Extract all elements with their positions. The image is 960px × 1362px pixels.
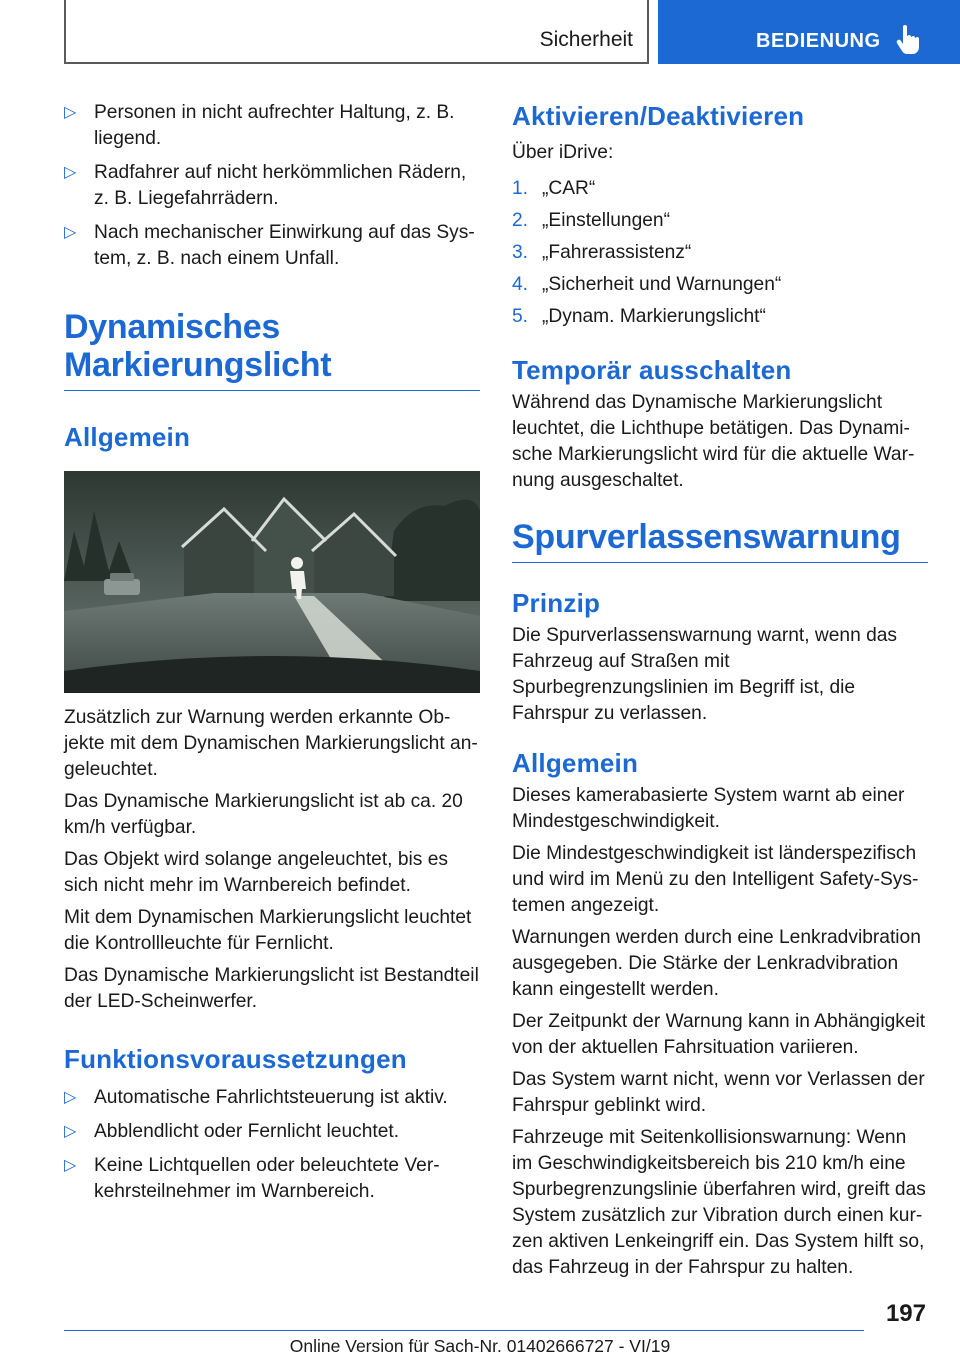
paragraph: Zusätzlich zur Warnung werden erkannte Objekte mit dem Dynamischen Markierungslicht angeleuchtet. (64, 707, 478, 780)
footer-online-version: Online Version für Sach-Nr. 01402666727 - VI/19 (289, 1336, 671, 1356)
subheading-allgemein-2: Allgemein (512, 748, 639, 778)
section-heading-spurverlassenswarnung: Spurverlassenswarnung (512, 518, 928, 563)
paragraph: Die Mindestgeschwindigkeit ist länderspezifisch und wird im Menü zu den Intelligent Safety-Systemen angezeigt. (512, 843, 919, 916)
step-item: 5. „Dynam. Markierungslicht“ (512, 306, 766, 327)
night-road-illustration (64, 471, 480, 693)
subheading-aktivieren: Aktivieren/Deaktivieren (512, 101, 805, 131)
triangle-bullet-icon: ▷ (64, 224, 77, 241)
list-item: ▷ Keine Lichtquellen oder beleuchtete Verkehrsteilnehmer im Warnbereich. (64, 1155, 440, 1202)
paragraph: Fahrzeuge mit Seitenkollisionswarnung: Wenn im Geschwindigkeitsbereich bis 210 km/h eine Spurbegrenzungslinie überfahren wird, greift das System zusätzlich zur Vibration durch einen kurzen aktiven Lenkeingriff ein. Das System hilft so, das Fahrzeug in der Fahrspur zu halten. (512, 1127, 926, 1278)
paragraph: Das Dynamische Markierungslicht ist Bestandteil der LED-Scheinwerfer. (64, 965, 479, 1012)
list-item: ▷ Radfahrer auf nicht herkömmlichen Rädern, z. B. Liegefahrrädern. (64, 162, 467, 209)
triangle-bullet-icon: ▷ (64, 1123, 77, 1140)
list-item: ▷ Nach mechanischer Einwirkung auf das System, z. B. nach einem Unfall. (64, 222, 475, 269)
paragraph: Der Zeitpunkt der Warnung kann in Abhängigkeit von der aktuellen Fahrsituation variieren. (512, 1011, 926, 1058)
subheading-funktionsvoraussetzungen: Funktionsvoraussetzungen (64, 1044, 407, 1074)
triangle-bullet-icon: ▷ (64, 164, 77, 181)
paragraph: Dieses kamerabasierte System warnt ab einer Mindestgeschwindigkeit. (512, 785, 905, 832)
section-title: Sicherheit (539, 28, 633, 51)
tab-label: BEDIENUNG (756, 30, 881, 52)
subheading-prinzip: Prinzip (512, 588, 601, 618)
step-item: 1. „CAR“ (512, 178, 596, 199)
page-number: 197 (885, 1300, 926, 1327)
section-heading-markierungslicht: Dynamisches Markierungslicht (64, 308, 480, 391)
right-column (512, 100, 928, 1287)
paragraph: Das Dynamische Markierungslicht ist ab ca. 20 km/h verfügbar. (64, 791, 463, 838)
left-column (64, 100, 480, 1213)
list-item: ▷ Abblendlicht oder Fernlicht leuchtet. (64, 1119, 480, 1145)
header-frame (64, 0, 649, 64)
paragraph: Mit dem Dynamischen Markierungslicht leuchtet die Kontrollleuchte für Fernlicht. (64, 907, 472, 954)
triangle-bullet-icon: ▷ (64, 104, 77, 121)
list-item: ▷ Automatische Fahrlichtsteuerung ist aktiv. (64, 1085, 480, 1111)
step-item: 3. „Fahrerassistenz“ (512, 242, 692, 263)
step-item: 4. „Sicherheit und Warnungen“ (512, 274, 782, 295)
subheading-allgemein: Allgemein (64, 422, 191, 452)
paragraph: Während das Dynamische Markierungslicht leuchtet, die Lichthupe betätigen. Das Dynamische Markierungslicht wird für die aktuelle Warnung ausgeschaltet. (512, 392, 915, 491)
triangle-bullet-icon: ▷ (64, 1089, 77, 1106)
paragraph: Die Spurverlassenswarnung warnt, wenn das Fahrzeug auf Straßen mit Spurbegrenzungslinien im Begriff ist, die Fahrspur zu verlassen. (512, 625, 898, 724)
idrive-intro: Über iDrive: (512, 142, 614, 163)
tab-bedienung[interactable] (658, 0, 960, 64)
footer-divider (64, 1330, 864, 1331)
triangle-bullet-icon: ▷ (64, 1157, 77, 1174)
pointing-hand-icon (896, 24, 922, 54)
paragraph: Das Objekt wird solange angeleuchtet, bis es sich nicht mehr im Warnbereich befindet. (64, 849, 448, 896)
paragraph: Das System warnt nicht, wenn vor Verlassen der Fahrspur geblinkt wird. (512, 1069, 925, 1116)
paragraph: Warnungen werden durch eine Lenkradvibration ausgegeben. Die Stärke der Lenkradvibration kann eingestellt werden. (512, 927, 921, 1000)
list-item: ▷ Personen in nicht aufrechter Haltung, z. B. liegend. (64, 102, 455, 149)
subheading-temporaer: Temporär ausschalten (512, 355, 792, 385)
step-item: 2. „Einstellungen“ (512, 210, 670, 231)
